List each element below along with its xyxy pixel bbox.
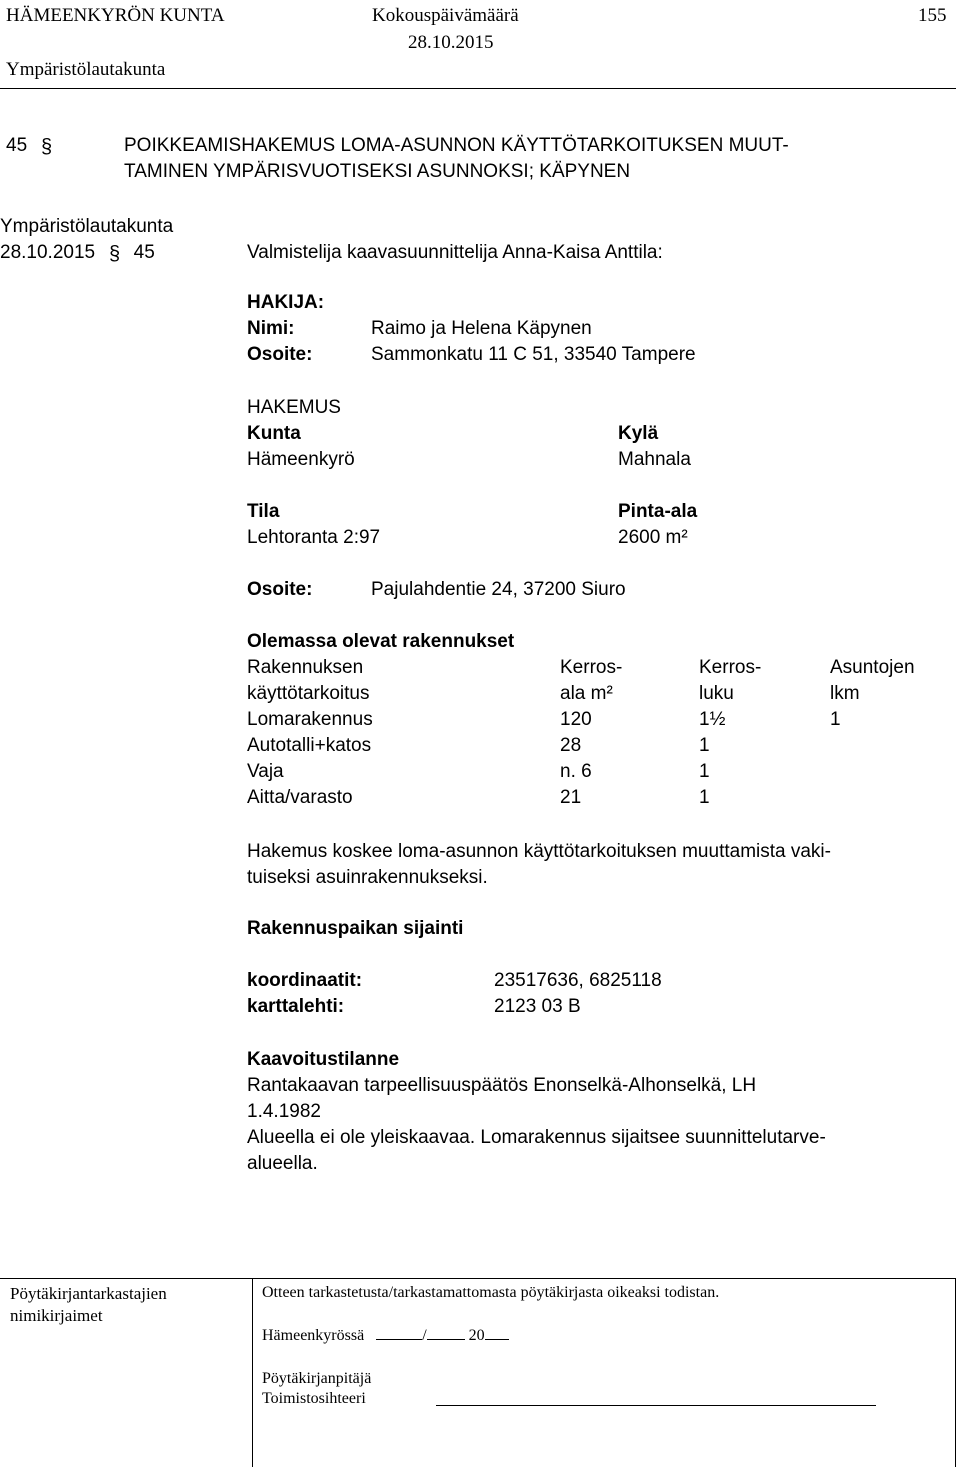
village-label: Kylä <box>618 423 659 444</box>
zoning-line2: 1.4.1982 <box>247 1101 321 1122</box>
table-cell: Vaja <box>247 761 284 782</box>
applicant-heading: HAKIJA: <box>247 292 325 313</box>
signature-line <box>436 1405 876 1406</box>
table-cell: n. 6 <box>560 761 592 782</box>
reference-board: Ympäristölautakunta <box>0 216 174 237</box>
area-value: 2600 m² <box>618 527 688 548</box>
section-sign-icon <box>40 133 54 159</box>
reference-row <box>0 240 155 266</box>
municipality-label: Kunta <box>247 423 301 444</box>
map-sheet-label: karttalehti: <box>247 996 345 1017</box>
item-number: 45 <box>6 135 28 157</box>
item-number-row <box>6 133 54 159</box>
month-blank <box>427 1325 465 1340</box>
zoning-heading: Kaavoitustilanne <box>247 1049 400 1070</box>
footer-right-border <box>955 1279 956 1467</box>
header-divider <box>0 88 956 89</box>
coordinates-value: 23517636, 6825118 <box>494 970 662 991</box>
preparer-line: Valmistelija kaavasuunnittelija Anna-Kaisa Anttila: <box>247 242 663 263</box>
applicant-address: Sammonkatu 11 C 51, 33540 Tampere <box>371 344 696 365</box>
page-number: 155 <box>918 5 947 26</box>
date-slash: / <box>422 1327 427 1344</box>
zoning-line1: Rantakaavan tarpeellisuuspäätös Enonselkä-Alhonselkä, LH <box>247 1075 757 1096</box>
meeting-date: 28.10.2015 <box>408 32 494 53</box>
body-text-line1: Hakemus koskee loma-asunnon käyttötarkoituksen muuttamista vaki- <box>247 841 831 862</box>
col-header-purpose-1: Rakennuksen <box>247 657 364 678</box>
section-sign-icon <box>108 240 122 266</box>
table-cell: 28 <box>560 735 582 756</box>
place-date-row <box>262 1325 509 1346</box>
item-title-line2: TAMINEN YMPÄRISVUOTISEKSI ASUNNOKSI; KÄPYNEN <box>124 161 631 182</box>
col-header-floorarea-2: ala m² <box>560 683 613 704</box>
table-cell: 1½ <box>699 709 726 730</box>
reviewers-label-line1: Pöytäkirjantarkastajien <box>10 1284 167 1303</box>
reference-date: 28.10.2015 <box>0 242 96 264</box>
svg-text:§: § <box>109 243 121 265</box>
board-name: Ympäristölautakunta <box>6 59 166 80</box>
table-cell: Lomarakennus <box>247 709 373 730</box>
reviewers-label-line2: nimikirjaimet <box>10 1306 103 1325</box>
col-header-purpose-2: käyttötarkoitus <box>247 683 370 704</box>
body-text-line2: tuiseksi asuinrakennukseksi. <box>247 867 488 888</box>
site-address-label: Osoite: <box>247 579 313 600</box>
item-title-line1: POIKKEAMISHAKEMUS LOMA-ASUNNON KÄYTTÖTARKOITUKSEN MUUT- <box>124 135 789 156</box>
table-cell: 1 <box>699 761 710 782</box>
estate-label: Tila <box>247 501 280 522</box>
reference-section: 45 <box>133 242 155 264</box>
keeper-title: Pöytäkirjanpitäjä <box>262 1370 372 1387</box>
table-cell: 120 <box>560 709 592 730</box>
buildings-heading: Olemassa olevat rakennukset <box>247 631 515 652</box>
footer-divider <box>252 1279 253 1467</box>
col-header-dwellings-2: lkm <box>830 683 860 704</box>
map-sheet-value: 2123 03 B <box>494 996 581 1017</box>
village-value: Mahnala <box>618 449 691 470</box>
location-heading: Rakennuspaikan sijainti <box>247 918 464 939</box>
day-blank <box>376 1325 422 1340</box>
zoning-line4: alueella. <box>247 1153 318 1174</box>
table-cell: Aitta/varasto <box>247 787 353 808</box>
year-blank <box>485 1325 509 1340</box>
col-header-floors-2: luku <box>699 683 734 704</box>
table-cell: 1 <box>699 735 710 756</box>
footer-box <box>0 1278 956 1467</box>
applicant-address-label: Osoite: <box>247 344 313 365</box>
municipality-value: Hämeenkyrö <box>247 449 355 470</box>
estate-value: Lehtoranta 2:97 <box>247 527 381 548</box>
table-cell: 1 <box>830 709 841 730</box>
applicant-name-label: Nimi: <box>247 318 295 339</box>
year-prefix: 20 <box>468 1327 485 1344</box>
applicant-name: Raimo ja Helena Käpynen <box>371 318 592 339</box>
place-name: Hämeenkyrössä <box>262 1327 365 1344</box>
col-header-dwellings-1: Asuntojen <box>830 657 915 678</box>
area-label: Pinta-ala <box>618 501 698 522</box>
zoning-line3: Alueella ei ole yleiskaavaa. Lomarakennus sijaitsee suunnittelutarve- <box>247 1127 826 1148</box>
application-heading: HAKEMUS <box>247 397 341 418</box>
col-header-floorarea-1: Kerros- <box>560 657 623 678</box>
meeting-date-label: Kokouspäivämäärä <box>372 5 519 26</box>
table-cell: Autotalli+katos <box>247 735 372 756</box>
site-address-value: Pajulahdentie 24, 37200 Siuro <box>371 579 626 600</box>
table-cell: 21 <box>560 787 582 808</box>
municipality-name: HÄMEENKYRÖN KUNTA <box>6 5 225 26</box>
table-cell: 1 <box>699 787 710 808</box>
col-header-floors-1: Kerros- <box>699 657 762 678</box>
coordinates-label: koordinaatit: <box>247 970 363 991</box>
keeper-role: Toimistosihteeri <box>262 1390 366 1407</box>
svg-text:§: § <box>41 136 53 158</box>
certification-text: Otteen tarkastetusta/tarkastamattomasta pöytäkirjasta oikeaksi todistan. <box>262 1284 720 1301</box>
